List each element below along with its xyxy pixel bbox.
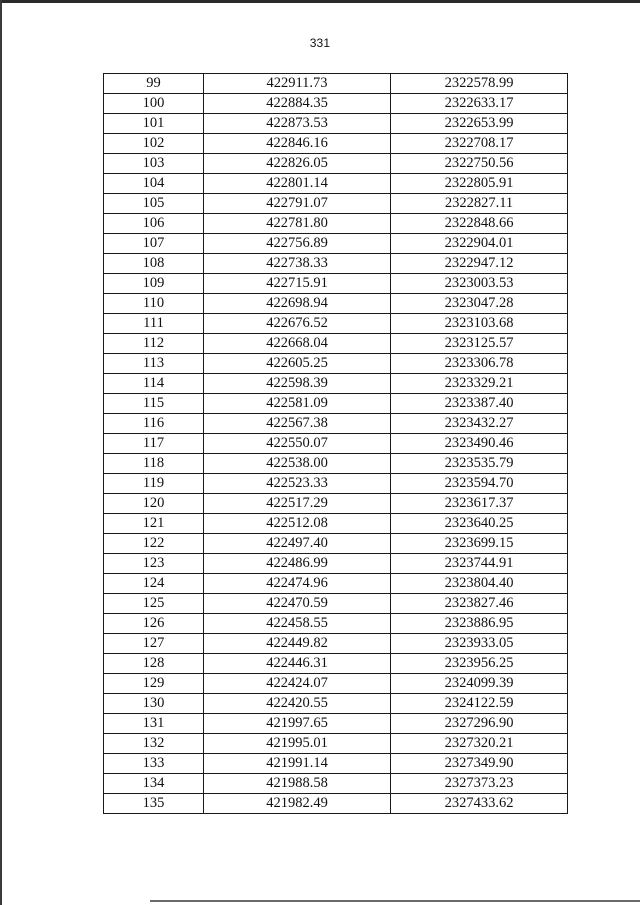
y-coordinate-cell: 2322827.11 — [391, 194, 568, 214]
point-number-cell: 112 — [104, 334, 204, 354]
point-number-cell: 135 — [104, 794, 204, 814]
point-number-cell: 134 — [104, 774, 204, 794]
point-number-cell: 103 — [104, 154, 204, 174]
table-row — [104, 354, 568, 374]
point-number-cell: 121 — [104, 514, 204, 534]
table-row — [104, 574, 568, 594]
y-coordinate-cell: 2323535.79 — [391, 454, 568, 474]
x-coordinate-cell: 422446.31 — [204, 654, 391, 674]
table-row — [104, 294, 568, 314]
y-coordinate-cell: 2323103.68 — [391, 314, 568, 334]
x-coordinate-cell: 421995.01 — [204, 734, 391, 754]
x-coordinate-cell: 422826.05 — [204, 154, 391, 174]
x-coordinate-cell: 422756.89 — [204, 234, 391, 254]
x-coordinate-cell: 422846.16 — [204, 134, 391, 154]
point-number-cell: 127 — [104, 634, 204, 654]
x-coordinate-cell: 422715.91 — [204, 274, 391, 294]
y-coordinate-cell: 2322904.01 — [391, 234, 568, 254]
table-row — [104, 454, 568, 474]
point-number-cell: 124 — [104, 574, 204, 594]
y-coordinate-cell: 2322653.99 — [391, 114, 568, 134]
table-row — [104, 414, 568, 434]
x-coordinate-cell: 422470.59 — [204, 594, 391, 614]
table-row — [104, 654, 568, 674]
y-coordinate-cell: 2322708.17 — [391, 134, 568, 154]
y-coordinate-cell: 2322750.56 — [391, 154, 568, 174]
table-row — [104, 634, 568, 654]
table-row — [104, 494, 568, 514]
coordinate-table — [103, 73, 568, 814]
x-coordinate-cell: 421997.65 — [204, 714, 391, 734]
table-row — [104, 154, 568, 174]
table-row — [104, 174, 568, 194]
table-row — [104, 374, 568, 394]
table-row — [104, 314, 568, 334]
y-coordinate-cell: 2324122.59 — [391, 694, 568, 714]
y-coordinate-cell: 2327296.90 — [391, 714, 568, 734]
page-number: 331 — [309, 36, 331, 50]
table-row — [104, 474, 568, 494]
table-row — [104, 334, 568, 354]
x-coordinate-cell: 422801.14 — [204, 174, 391, 194]
table-row — [104, 214, 568, 234]
table-row — [104, 274, 568, 294]
point-number-cell: 116 — [104, 414, 204, 434]
table-row — [104, 594, 568, 614]
point-number-cell: 115 — [104, 394, 204, 414]
point-number-cell: 122 — [104, 534, 204, 554]
y-coordinate-cell: 2322848.66 — [391, 214, 568, 234]
y-coordinate-cell: 2323387.40 — [391, 394, 568, 414]
x-coordinate-cell: 422676.52 — [204, 314, 391, 334]
table-row — [104, 114, 568, 134]
point-number-cell: 119 — [104, 474, 204, 494]
y-coordinate-cell: 2327373.23 — [391, 774, 568, 794]
y-coordinate-cell: 2323125.57 — [391, 334, 568, 354]
y-coordinate-cell: 2322578.99 — [391, 74, 568, 94]
y-coordinate-cell: 2322805.91 — [391, 174, 568, 194]
point-number-cell: 130 — [104, 694, 204, 714]
x-coordinate-cell: 422781.80 — [204, 214, 391, 234]
x-coordinate-cell: 422698.94 — [204, 294, 391, 314]
x-coordinate-cell: 422738.33 — [204, 254, 391, 274]
x-coordinate-cell: 421982.49 — [204, 794, 391, 814]
point-number-cell: 111 — [104, 314, 204, 334]
table-row — [104, 554, 568, 574]
table-row — [104, 774, 568, 794]
x-coordinate-cell: 422512.08 — [204, 514, 391, 534]
point-number-cell: 99 — [104, 74, 204, 94]
point-number-cell: 113 — [104, 354, 204, 374]
x-coordinate-cell: 422605.25 — [204, 354, 391, 374]
page-top-edge — [0, 0, 640, 3]
y-coordinate-cell: 2322633.17 — [391, 94, 568, 114]
point-number-cell: 105 — [104, 194, 204, 214]
point-number-cell: 129 — [104, 674, 204, 694]
y-coordinate-cell: 2327320.21 — [391, 734, 568, 754]
x-coordinate-cell: 422523.33 — [204, 474, 391, 494]
point-number-cell: 123 — [104, 554, 204, 574]
x-coordinate-cell: 422474.96 — [204, 574, 391, 594]
x-coordinate-cell: 422497.40 — [204, 534, 391, 554]
point-number-cell: 106 — [104, 214, 204, 234]
x-coordinate-cell: 422581.09 — [204, 394, 391, 414]
y-coordinate-cell: 2323956.25 — [391, 654, 568, 674]
x-coordinate-cell: 422550.07 — [204, 434, 391, 454]
point-number-cell: 125 — [104, 594, 204, 614]
y-coordinate-cell: 2323594.70 — [391, 474, 568, 494]
x-coordinate-cell: 422911.73 — [204, 74, 391, 94]
point-number-cell: 133 — [104, 754, 204, 774]
point-number-cell: 108 — [104, 254, 204, 274]
x-coordinate-cell: 422449.82 — [204, 634, 391, 654]
table-row — [104, 134, 568, 154]
point-number-cell: 131 — [104, 714, 204, 734]
y-coordinate-cell: 2323744.91 — [391, 554, 568, 574]
y-coordinate-cell: 2323003.53 — [391, 274, 568, 294]
point-number-cell: 132 — [104, 734, 204, 754]
y-coordinate-cell: 2323640.25 — [391, 514, 568, 534]
table-row — [104, 754, 568, 774]
y-coordinate-cell: 2323329.21 — [391, 374, 568, 394]
table-row — [104, 614, 568, 634]
x-coordinate-cell: 422538.00 — [204, 454, 391, 474]
table-row — [104, 514, 568, 534]
y-coordinate-cell: 2327349.90 — [391, 754, 568, 774]
x-coordinate-cell: 422458.55 — [204, 614, 391, 634]
table-row — [104, 74, 568, 94]
x-coordinate-cell: 422884.35 — [204, 94, 391, 114]
table-row — [104, 794, 568, 814]
y-coordinate-cell: 2323306.78 — [391, 354, 568, 374]
x-coordinate-cell: 422598.39 — [204, 374, 391, 394]
point-number-cell: 107 — [104, 234, 204, 254]
x-coordinate-cell: 421991.14 — [204, 754, 391, 774]
x-coordinate-cell: 422486.99 — [204, 554, 391, 574]
y-coordinate-cell: 2323617.37 — [391, 494, 568, 514]
point-number-cell: 110 — [104, 294, 204, 314]
table-row — [104, 714, 568, 734]
table-row — [104, 694, 568, 714]
y-coordinate-cell: 2323699.15 — [391, 534, 568, 554]
x-coordinate-cell: 421988.58 — [204, 774, 391, 794]
table-row — [104, 234, 568, 254]
table-row — [104, 254, 568, 274]
point-number-cell: 128 — [104, 654, 204, 674]
y-coordinate-cell: 2323804.40 — [391, 574, 568, 594]
y-coordinate-cell: 2323933.05 — [391, 634, 568, 654]
point-number-cell: 117 — [104, 434, 204, 454]
x-coordinate-cell: 422567.38 — [204, 414, 391, 434]
page-bottom-edge — [150, 900, 640, 902]
x-coordinate-cell: 422420.55 — [204, 694, 391, 714]
x-coordinate-cell: 422668.04 — [204, 334, 391, 354]
table-row — [104, 734, 568, 754]
point-number-cell: 109 — [104, 274, 204, 294]
x-coordinate-cell: 422517.29 — [204, 494, 391, 514]
y-coordinate-cell: 2323047.28 — [391, 294, 568, 314]
point-number-cell: 114 — [104, 374, 204, 394]
point-number-cell: 126 — [104, 614, 204, 634]
table-row — [104, 394, 568, 414]
y-coordinate-cell: 2323827.46 — [391, 594, 568, 614]
point-number-cell: 102 — [104, 134, 204, 154]
y-coordinate-cell: 2323432.27 — [391, 414, 568, 434]
coordinate-table-body — [104, 74, 568, 814]
point-number-cell: 100 — [104, 94, 204, 114]
page-left-edge — [0, 0, 2, 905]
x-coordinate-cell: 422791.07 — [204, 194, 391, 214]
x-coordinate-cell: 422424.07 — [204, 674, 391, 694]
table-row — [104, 434, 568, 454]
y-coordinate-cell: 2323886.95 — [391, 614, 568, 634]
table-row — [104, 194, 568, 214]
point-number-cell: 120 — [104, 494, 204, 514]
point-number-cell: 101 — [104, 114, 204, 134]
y-coordinate-cell: 2327433.62 — [391, 794, 568, 814]
x-coordinate-cell: 422873.53 — [204, 114, 391, 134]
y-coordinate-cell: 2322947.12 — [391, 254, 568, 274]
table-row — [104, 534, 568, 554]
point-number-cell: 118 — [104, 454, 204, 474]
y-coordinate-cell: 2324099.39 — [391, 674, 568, 694]
point-number-cell: 104 — [104, 174, 204, 194]
table-row — [104, 94, 568, 114]
y-coordinate-cell: 2323490.46 — [391, 434, 568, 454]
table-row — [104, 674, 568, 694]
